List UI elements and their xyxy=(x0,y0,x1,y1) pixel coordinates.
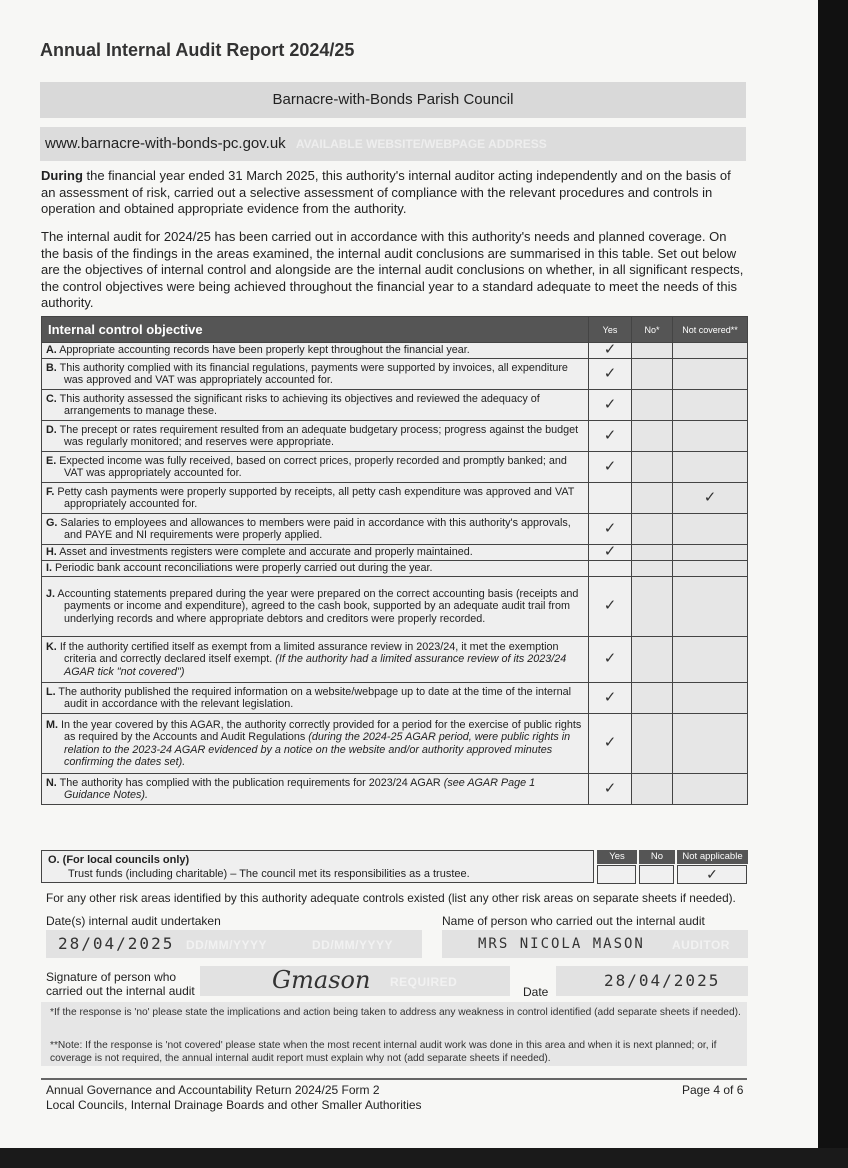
control-objective xyxy=(42,390,589,421)
objective-note: (during the 2024-25 AGAR period, were public rights in relation to the 2023-24 AGAR evidenced by a notice on the website and/or authority approved minutes confirming the dates set). xyxy=(64,731,571,768)
objective-letter: G. xyxy=(46,516,58,529)
signature-field[interactable] xyxy=(200,966,510,996)
authority-name-field: Barnacre-with-Bonds Parish Council xyxy=(40,82,746,118)
signature-label xyxy=(46,970,195,998)
not-covered-cell[interactable] xyxy=(673,774,748,805)
auditor-signature: Gmason xyxy=(272,966,371,994)
section-o-objective xyxy=(41,850,594,883)
control-objective xyxy=(42,577,589,637)
signature-date-field[interactable] xyxy=(556,966,748,996)
control-row xyxy=(42,774,748,805)
not-covered-cell[interactable] xyxy=(673,421,748,452)
section-o-na-header: Not applicable xyxy=(677,850,748,864)
objective-letter: F. xyxy=(46,485,55,498)
objective-letter: L. xyxy=(46,685,56,698)
control-row xyxy=(42,683,748,714)
objective-text: This authority complied with its financial regulations, payments were supported by invoices, all expenditure was approved and VAT was appropriately accounted for. xyxy=(59,361,568,386)
objective-text: Petty cash payments were properly supported by receipts, all petty cash expenditure was approved and VAT appropriately accounted for. xyxy=(57,485,575,510)
not-covered-note: **Note: If the response is 'not covered' please state when the most recent internal audit work was done in this area and when it is next planned; or, if coverage is not required, the annual internal audit report must explain why not (add separate sheets if needed). xyxy=(50,1040,717,1064)
yes-cell[interactable]: ✓ xyxy=(589,452,632,483)
website-placeholder: AVAILABLE WEBSITE/WEBPAGE ADDRESS xyxy=(295,137,547,151)
date-label: Date xyxy=(523,985,549,999)
other-risks-statement: For any other risk areas identified by this authority adequate controls existed (list any other risk areas on separate sheets if needed). xyxy=(46,891,736,905)
control-objective xyxy=(42,774,589,805)
not-covered-cell[interactable] xyxy=(673,514,748,545)
website-address: www.barnacre-with-bonds-pc.gov.uk xyxy=(45,135,286,152)
no-header: No* xyxy=(632,317,673,343)
not-covered-cell[interactable]: ✓ xyxy=(673,483,748,514)
control-row xyxy=(42,390,748,421)
not-covered-cell[interactable] xyxy=(673,452,748,483)
dates-placeholder-2: DD/MM/YYYY xyxy=(312,938,394,952)
dates-value: 28/04/2025 xyxy=(58,934,175,953)
signature-date-value: 28/04/2025 xyxy=(604,971,721,990)
control-row xyxy=(42,452,748,483)
intro-p1-text: the financial year ended 31 March 2025, this authority's internal auditor acting independently and on the basis of an assessment of risk, carried out a selective assessment of compliance with the relevant procedures and controls in operation and obtained appropriate evidence from the authority. xyxy=(41,168,731,216)
yes-cell[interactable]: ✓ xyxy=(589,577,632,637)
objective-letter: I. xyxy=(46,562,52,575)
not-covered-cell[interactable] xyxy=(673,637,748,683)
yes-cell[interactable]: ✓ xyxy=(589,390,632,421)
section-o-no-header: No xyxy=(639,850,675,864)
objective-note: (If the authority had a limited assurance review of its 2023/24 AGAR tick "not covered") xyxy=(64,653,567,678)
signature-label-line-1: Signature of person who xyxy=(46,970,177,984)
objective-text: The authority has complied with the publication requirements for 2023/24 AGAR xyxy=(59,776,444,789)
yes-cell[interactable]: ✓ xyxy=(589,637,632,683)
yes-cell[interactable]: ✓ xyxy=(589,343,632,359)
yes-cell[interactable]: ✓ xyxy=(589,774,632,805)
control-row xyxy=(42,577,748,637)
control-objective xyxy=(42,637,589,683)
no-cell[interactable] xyxy=(632,683,673,714)
not-covered-cell[interactable] xyxy=(673,545,748,561)
objective-text: If the authority certified itself as exempt from a limited assurance review in 2023/24, it met the exemption criteria and correctly declared itself exempt. xyxy=(59,640,559,666)
signature-placeholder: REQUIRED xyxy=(390,975,458,989)
control-row xyxy=(42,545,748,561)
objective-text: Accounting statements prepared during the year were prepared on the correct accounting basis (receipts and payments or income and expenditure), agreed to the cash book, supported by an adequate audit trail from underlying records and where appropriate debtors and creditors were properly recorded. xyxy=(57,587,579,625)
intro-lead-word: During xyxy=(41,168,83,183)
footer-authority-types: Local Councils, Internal Drainage Boards and other Smaller Authorities xyxy=(46,1098,422,1112)
signature-label-line-2: carried out the internal audit xyxy=(46,984,195,998)
objective-letter: N. xyxy=(46,776,57,789)
no-response-note: *If the response is 'no' please state the implications and action being taken to address any weakness in control identified (add separate sheets if needed). xyxy=(50,1007,741,1018)
control-row xyxy=(42,483,748,514)
control-row xyxy=(42,561,748,577)
dates-placeholder-1: DD/MM/YYYY xyxy=(186,938,268,952)
no-cell[interactable] xyxy=(632,714,673,774)
yes-cell[interactable]: ✓ xyxy=(589,421,632,452)
section-o-yes-header: Yes xyxy=(597,850,637,864)
control-objective xyxy=(42,452,589,483)
no-cell[interactable] xyxy=(632,514,673,545)
yes-cell[interactable]: ✓ xyxy=(589,714,632,774)
page-title: Annual Internal Audit Report 2024/25 xyxy=(40,40,355,60)
section-o-yes-cell[interactable] xyxy=(597,865,636,884)
dates-label: Date(s) internal audit undertaken xyxy=(46,914,221,928)
yes-header: Yes xyxy=(589,317,632,343)
no-cell[interactable] xyxy=(632,577,673,637)
yes-cell[interactable] xyxy=(589,561,632,577)
not-covered-cell[interactable] xyxy=(673,561,748,577)
control-objective xyxy=(42,359,589,390)
section-o-na-cell[interactable]: ✓ xyxy=(677,865,747,884)
objective-text: Expected income was fully received, based on correct prices, properly recorded and promptly banked; and VAT was appropriately accounted for. xyxy=(59,454,567,479)
control-objective xyxy=(42,421,589,452)
section-o-no-cell[interactable] xyxy=(639,865,674,884)
section-o xyxy=(41,850,748,884)
objective-letter: A. xyxy=(46,344,57,357)
footer-form-title: Annual Governance and Accountability Return 2024/25 Form 2 xyxy=(46,1083,380,1097)
dates-field[interactable] xyxy=(46,930,422,958)
response-notes xyxy=(41,1002,747,1066)
website-field xyxy=(40,127,746,161)
yes-cell[interactable]: ✓ xyxy=(589,683,632,714)
no-cell[interactable] xyxy=(632,561,673,577)
section-o-heading: O. (For local councils only) xyxy=(48,854,190,866)
no-cell[interactable] xyxy=(632,483,673,514)
control-row xyxy=(42,514,748,545)
objective-letter: D. xyxy=(46,423,57,436)
no-cell[interactable] xyxy=(632,359,673,390)
not-covered-cell[interactable] xyxy=(673,683,748,714)
objective-text: The precept or rates requirement resulted from an adequate budgetary process; progress against the budget was regularly monitored; and reserves were appropriate. xyxy=(59,423,579,448)
section-o-text: Trust funds (including charitable) – The council met its responsibilities as a trustee. xyxy=(68,868,470,880)
objective-text: Asset and investments registers were complete and accurate and properly maintained. xyxy=(59,546,473,559)
control-objective xyxy=(42,483,589,514)
intro-paragraph-1 xyxy=(41,168,747,218)
control-row xyxy=(42,421,748,452)
auditor-label: Name of person who carried out the internal audit xyxy=(442,914,705,928)
no-cell[interactable] xyxy=(632,774,673,805)
no-cell[interactable] xyxy=(632,545,673,561)
objective-letter: M. xyxy=(46,718,58,731)
no-cell[interactable] xyxy=(632,343,673,359)
footer-divider xyxy=(41,1078,747,1080)
page-number: Page 4 of 6 xyxy=(682,1083,744,1097)
objective-letter: J. xyxy=(46,587,56,600)
no-cell[interactable] xyxy=(632,421,673,452)
yes-cell[interactable] xyxy=(589,483,632,514)
objective-letter: E. xyxy=(46,454,57,467)
objective-text: Appropriate accounting records have been properly kept throughout the financial year. xyxy=(59,344,470,357)
control-row xyxy=(42,359,748,390)
control-objective xyxy=(42,545,589,561)
control-objective xyxy=(42,561,589,577)
no-cell[interactable] xyxy=(632,390,673,421)
yes-cell[interactable]: ✓ xyxy=(589,359,632,390)
yes-cell[interactable]: ✓ xyxy=(589,514,632,545)
objective-letter: B. xyxy=(46,361,57,374)
yes-cell[interactable]: ✓ xyxy=(589,545,632,561)
not-covered-cell[interactable] xyxy=(673,359,748,390)
objective-header: Internal control objective xyxy=(42,317,589,343)
not-covered-cell[interactable] xyxy=(673,577,748,637)
control-row xyxy=(42,637,748,683)
not-covered-cell[interactable] xyxy=(673,390,748,421)
control-objective xyxy=(42,514,589,545)
objective-text: Salaries to employees and allowances to members were paid in accordance with this authority's approvals, and PAYE and NI requirements were properly applied. xyxy=(60,516,571,541)
objective-note: (see AGAR Page 1 Guidance Notes). xyxy=(64,776,536,801)
not-covered-header: Not covered** xyxy=(673,317,748,343)
not-covered-cell[interactable] xyxy=(673,714,748,774)
scan-edge-right xyxy=(818,0,848,1168)
objective-text: Periodic bank account reconciliations were properly carried out during the year. xyxy=(55,562,433,575)
auditor-field[interactable] xyxy=(442,930,748,958)
control-row xyxy=(42,714,748,774)
not-covered-cell[interactable] xyxy=(673,343,748,359)
control-objective xyxy=(42,343,589,359)
scan-edge-bottom xyxy=(0,1148,848,1168)
auditor-placeholder: AUDITOR xyxy=(672,938,730,952)
objective-text: The authority published the required information on a website/webpage up to date at the time of the internal audit in accordance with the relevant legislation. xyxy=(58,685,572,710)
internal-control-table xyxy=(41,316,748,805)
control-objective xyxy=(42,714,589,774)
control-objective xyxy=(42,683,589,714)
objective-letter: C. xyxy=(46,392,57,405)
no-cell[interactable] xyxy=(632,637,673,683)
control-row xyxy=(42,343,748,359)
objective-text: This authority assessed the significant risks to achieving its objectives and reviewed the adequacy of arrangements to manage these. xyxy=(59,392,540,417)
intro-paragraph-2: The internal audit for 2024/25 has been carried out in accordance with this authority's needs and planned coverage. On the basis of the findings in the areas examined, the internal audit conclusions are summarised in this table. Set out below are the objectives of internal control and alongside are the internal audit conclusions on whether, in all significant respects, the control objectives were being achieved throughout the financial year to a standard adequate to meet the needs of this authority. xyxy=(41,229,744,310)
objective-letter: H. xyxy=(46,546,57,559)
auditor-name-value: MRS NICOLA MASON xyxy=(478,936,645,952)
objective-text: In the year covered by this AGAR, the authority correctly provided for a period for the exercise of public rights as required by the Accounts and Audit Regulations xyxy=(61,718,582,744)
no-cell[interactable] xyxy=(632,452,673,483)
objective-letter: K. xyxy=(46,640,57,653)
